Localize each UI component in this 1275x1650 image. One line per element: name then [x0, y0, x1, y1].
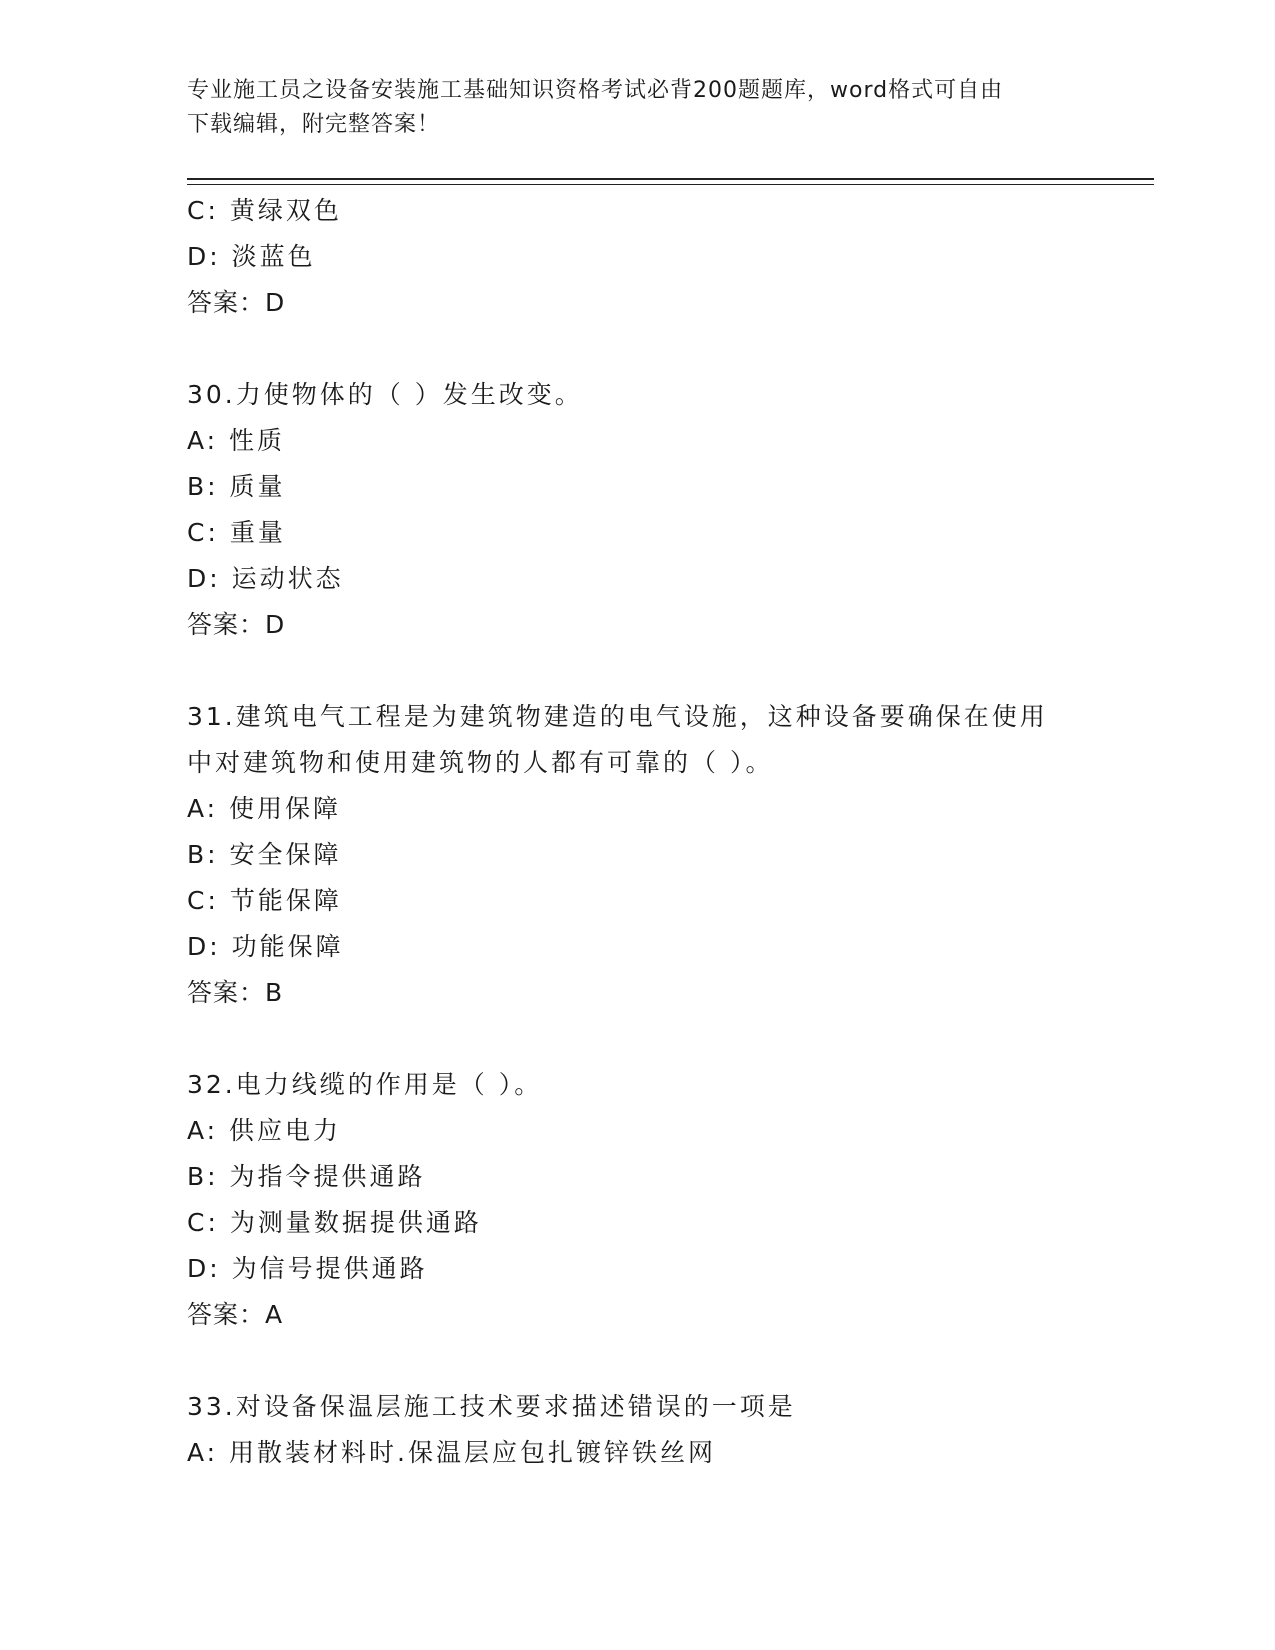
question-29-tail [187, 188, 1087, 326]
option-c: C: 黄绿双色 [187, 196, 342, 225]
answer: 答案：A [187, 1300, 284, 1329]
option-c: C: 重量 [187, 518, 286, 547]
question-30 [187, 372, 1087, 648]
header-line-1: 专业施工员之设备安装施工基础知识资格考试必背200题题库，word格式可自由 [187, 78, 1004, 103]
option-a: A: 供应电力 [187, 1116, 342, 1145]
question-31 [187, 694, 1087, 1016]
question-stem-continued: 中对建筑物和使用建筑物的人都有可靠的（ ）。 [187, 748, 774, 777]
question-stem: 32.电力线缆的作用是（ ）。 [187, 1070, 543, 1099]
page-header [187, 74, 1067, 142]
option-c: C: 为测量数据提供通路 [187, 1208, 482, 1237]
option-b: B: 安全保障 [187, 840, 342, 869]
option-a: A: 使用保障 [187, 794, 342, 823]
option-d: D: 功能保障 [187, 932, 344, 961]
answer: 答案：B [187, 978, 284, 1007]
question-stem: 31.建筑电气工程是为建筑物建造的电气设施，这种设备要确保在使用 [187, 702, 1048, 731]
option-a: A: 用散装材料时.保温层应包扎镀锌铁丝网 [187, 1438, 716, 1467]
answer: 答案：D [187, 288, 286, 317]
question-33 [187, 1384, 1087, 1476]
header-line-2: 下载编辑，附完整答案！ [187, 112, 441, 137]
option-d: D: 运动状态 [187, 564, 344, 593]
option-d: D: 淡蓝色 [187, 242, 316, 271]
answer: 答案：D [187, 610, 286, 639]
option-b: B: 质量 [187, 472, 286, 501]
option-b: B: 为指令提供通路 [187, 1162, 426, 1191]
question-32 [187, 1062, 1087, 1338]
option-d: D: 为信号提供通路 [187, 1254, 428, 1283]
question-stem: 30.力使物体的（ ）发生改变。 [187, 380, 583, 409]
header-divider-thin [187, 184, 1154, 185]
option-a: A: 性质 [187, 426, 286, 455]
question-list [187, 188, 1087, 1476]
header-divider-thick [187, 178, 1154, 180]
question-stem: 33.对设备保温层施工技术要求描述错误的一项是 [187, 1392, 796, 1421]
option-c: C: 节能保障 [187, 886, 342, 915]
